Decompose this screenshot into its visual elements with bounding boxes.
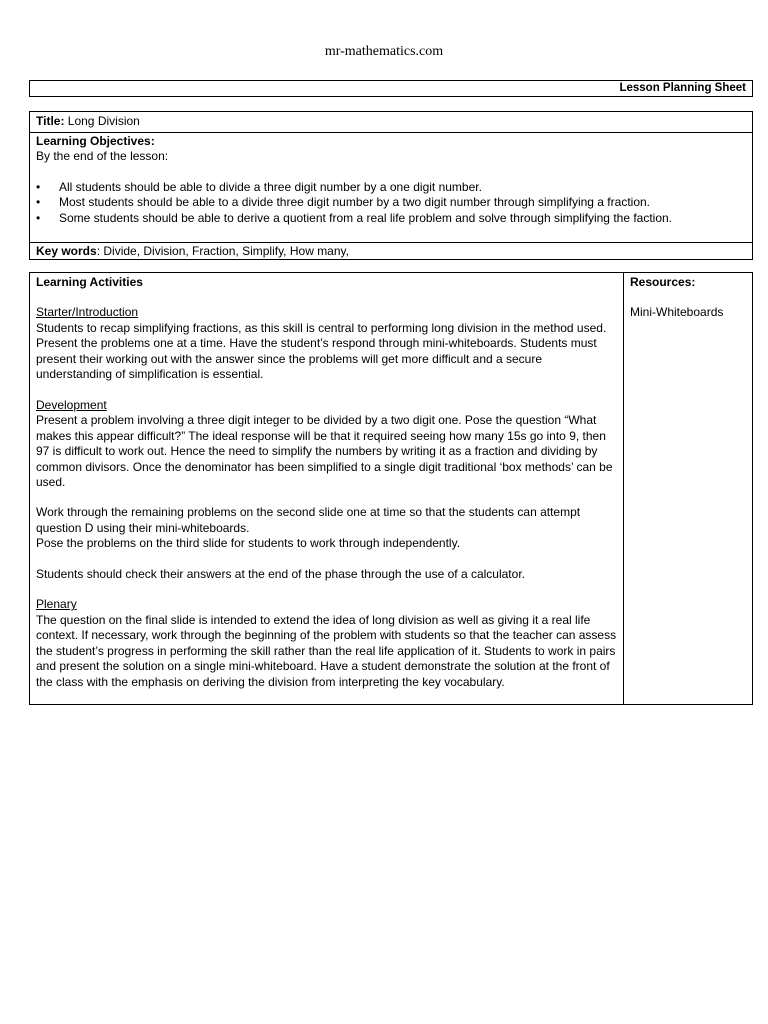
keywords-row xyxy=(30,243,752,259)
objectives-label: Learning Objectives: xyxy=(36,134,155,148)
activities-table xyxy=(29,272,753,705)
starter-heading: Starter/Introduction xyxy=(36,305,139,320)
plenary-text: The question on the final slide is intended to extend the idea of long division as well as giving it a real life context. If necessary, work through the beginning of the problem with students so that the teacher can assess the student’s progress in performing the skill rather than the real life application of it. Students to work in pairs and present the solution on a single mini-whiteboard. Have a student demonstrate the solution at the front of the class with the emphasis on deriving the division from interpreting the key vocabulary. xyxy=(36,612,617,689)
development-paragraph: Present a problem involving a three digit integer to be divided by a two digit one. Pose the question “What makes this appear difficult?” The ideal response will be that it required seeing how many 15s go into 9, then 97 is difficult to work out. Hence the need to simplify the numbers by writing it as a fraction and dividing by common divisors. Once the denominator has been simplified to a single digit traditional ‘box methods’ can be used. xyxy=(36,413,613,489)
title-value: Long Division xyxy=(64,114,140,128)
resources-heading: Resources: xyxy=(630,275,696,289)
starter-text: Students to recap simplifying fractions, as this skill is central to performing long division in the method used. Present the problems one at a time. Have the student’s respond through mini-whiteboards. Students must present their working out with the answer since the problems will get more difficult and a secure understanding of simplification is essential. xyxy=(36,320,607,382)
sheet-header-label: Lesson Planning Sheet xyxy=(619,82,746,94)
resource-item: Mini-Whiteboards xyxy=(630,305,724,320)
keywords-label: Key words xyxy=(36,244,97,258)
development-paragraph: Pose the problems on the third slide for students to work through independently. xyxy=(36,536,461,551)
objective-item: • Some students should be able to derive a quotient from a real life problem and solve through simplifying the faction. xyxy=(36,211,746,226)
development-paragraph: Students should check their answers at the end of the phase through the use of a calculator. xyxy=(36,566,525,581)
objectives-intro: By the end of the lesson: xyxy=(36,149,169,164)
site-name: mr-mathematics.com xyxy=(324,44,444,59)
activities-column xyxy=(30,273,624,704)
title-label: Title: xyxy=(36,114,65,128)
lesson-info-table xyxy=(29,111,753,260)
keywords-value: : Divide, Division, Fraction, Simplify, How many, xyxy=(96,244,349,258)
activities-heading: Learning Activities xyxy=(36,275,143,289)
objective-item: • Most students should be able to a divide three digit number by a two digit number through simplifying a fraction. xyxy=(36,195,746,210)
objectives-row xyxy=(30,133,752,243)
objective-item: • All students should be able to divide a three digit number by a one digit number. xyxy=(36,180,746,195)
sheet-header xyxy=(29,80,753,97)
objectives-list xyxy=(36,180,746,226)
development-paragraph: Work through the remaining problems on the second slide one at time so that the students can attempt question D using their mini-whiteboards. xyxy=(36,505,581,535)
plenary-heading: Plenary xyxy=(36,597,77,612)
resources-column xyxy=(624,273,752,704)
title-row xyxy=(30,112,752,133)
development-heading: Development xyxy=(36,397,107,412)
